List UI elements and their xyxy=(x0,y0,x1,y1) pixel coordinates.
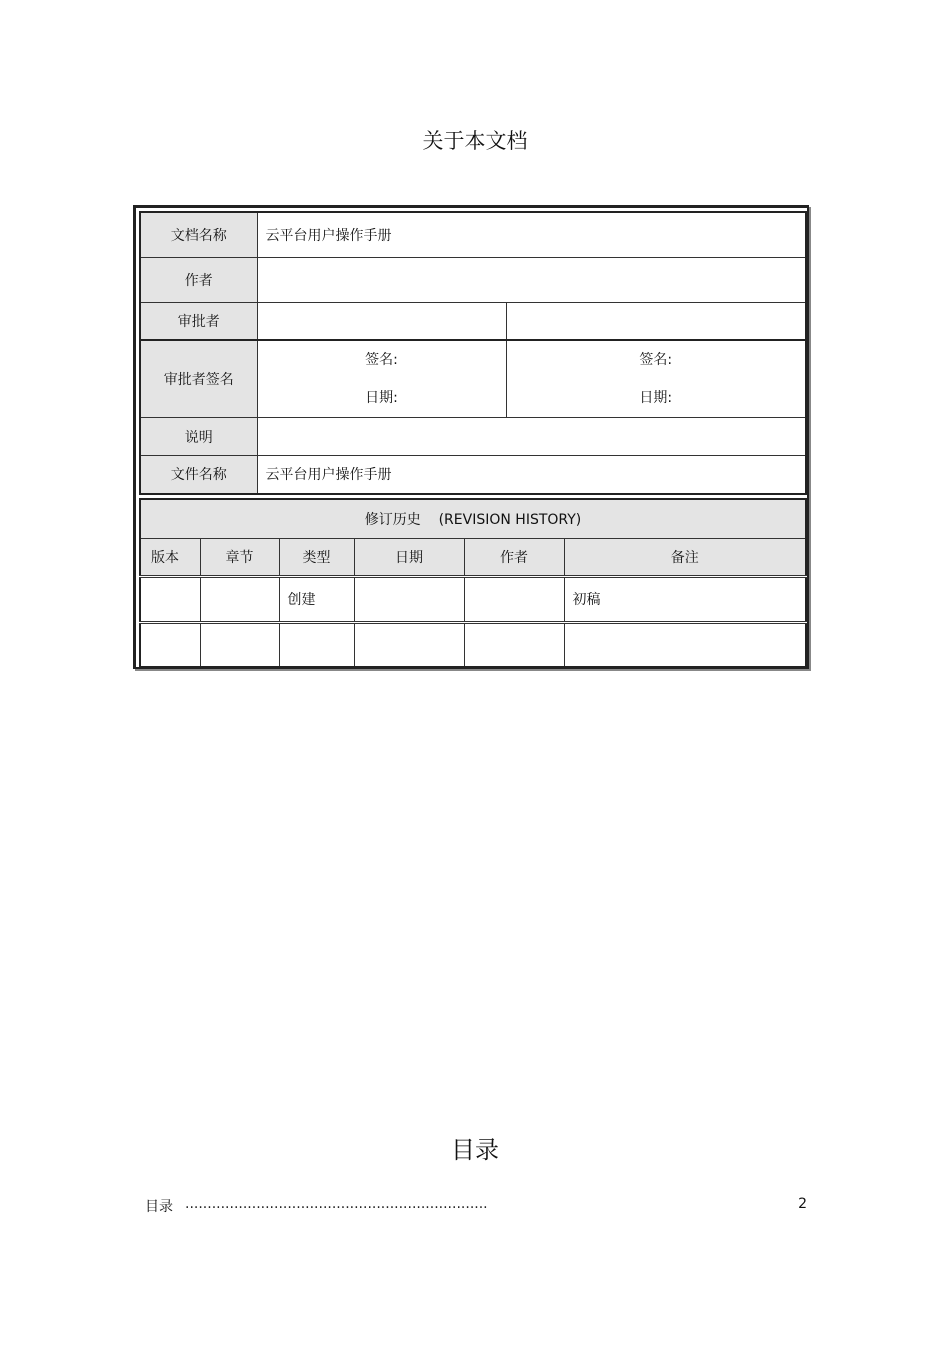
approver-value-1 xyxy=(257,302,506,340)
revision-title-cn: 修订历史 xyxy=(364,511,421,528)
file-name-value: 云平台用户操作手册 xyxy=(257,456,806,494)
toc-entry[interactable] xyxy=(145,1196,807,1218)
column-header: 日期 xyxy=(354,538,464,576)
page-title: 关于本文档 xyxy=(422,129,528,153)
document-info-frame xyxy=(133,205,809,669)
approver-value-2 xyxy=(506,302,806,340)
notes-value xyxy=(257,418,806,456)
approver-sign-row xyxy=(140,340,806,418)
table-cell xyxy=(200,576,279,622)
author-label: 作者 xyxy=(140,257,257,302)
toc-leader-dots: .................................................................... xyxy=(185,1196,488,1212)
author-row xyxy=(140,257,806,302)
approver-sign-cell-2 xyxy=(506,340,806,418)
toc-page-number[interactable]: 2 xyxy=(798,1196,807,1212)
approver-sign-cell-1 xyxy=(257,340,506,418)
table-cell: 创建 xyxy=(279,576,354,622)
table-cell xyxy=(564,622,806,667)
revision-header-row xyxy=(140,499,806,538)
toc-entry-label[interactable]: 目录 xyxy=(145,1199,173,1215)
approver-row xyxy=(140,302,806,340)
toc-title: 目录 xyxy=(451,1136,499,1164)
approver-sign-label: 审批者签名 xyxy=(140,340,257,418)
column-header: 版本 xyxy=(140,538,200,576)
sign-label: 签名: xyxy=(365,352,398,368)
table-cell xyxy=(354,576,464,622)
table-cell xyxy=(464,576,564,622)
author-value xyxy=(257,257,806,302)
file-name-row xyxy=(140,456,806,494)
table-cell: 初稿 xyxy=(564,576,806,622)
revision-columns-row xyxy=(140,538,806,576)
table-row xyxy=(140,622,806,667)
column-header: 备注 xyxy=(564,538,806,576)
column-header: 类型 xyxy=(279,538,354,576)
approver-label: 审批者 xyxy=(140,302,257,340)
date-label: 日期: xyxy=(365,390,398,406)
revision-title-en: (REVISION HISTORY) xyxy=(438,511,582,528)
file-name-label: 文件名称 xyxy=(140,456,257,494)
doc-name-row xyxy=(140,212,806,257)
table-row xyxy=(140,576,806,622)
revision-title xyxy=(140,499,806,538)
table-cell xyxy=(354,622,464,667)
table-cell xyxy=(200,622,279,667)
revision-history-table xyxy=(139,498,807,668)
doc-name-value: 云平台用户操作手册 xyxy=(257,212,806,257)
date-label: 日期: xyxy=(639,390,673,406)
document-info-table xyxy=(139,211,807,495)
table-cell xyxy=(140,622,200,667)
column-header: 作者 xyxy=(464,538,564,576)
notes-row xyxy=(140,418,806,456)
notes-label: 说明 xyxy=(140,418,257,456)
sign-label: 签名: xyxy=(639,352,673,368)
table-cell xyxy=(279,622,354,667)
doc-name-label: 文档名称 xyxy=(140,212,257,257)
table-cell xyxy=(464,622,564,667)
table-cell xyxy=(140,576,200,622)
column-header: 章节 xyxy=(200,538,279,576)
